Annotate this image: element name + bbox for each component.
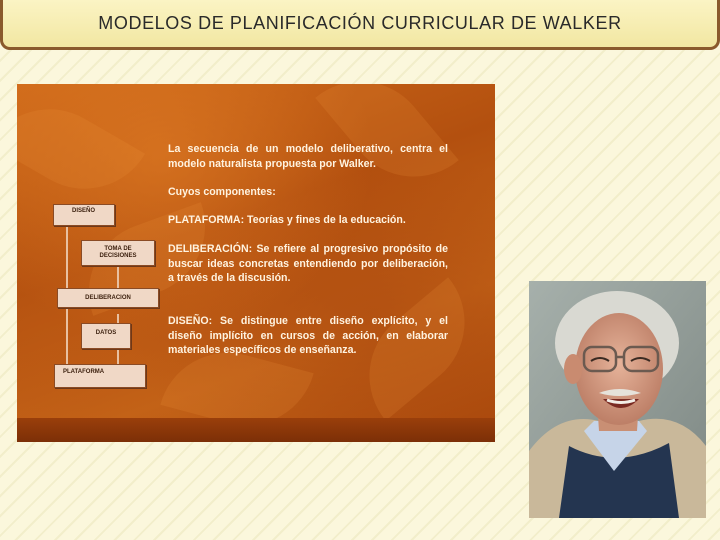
diagram-box-plataforma <box>54 364 146 388</box>
portrait-illustration <box>529 281 706 518</box>
diagram-box-datos <box>81 323 131 349</box>
plataforma-text: PLATAFORMA: Teorías y fines de la educación. <box>168 214 406 226</box>
diagram-label: DISEÑO <box>72 208 96 214</box>
diagram-label: TOMA DE DECISIONES <box>99 246 137 259</box>
diagram-label: DELIBERACION <box>85 294 131 301</box>
page-title: MODELOS DE PLANIFICACIÓN CURRICULAR DE WALKER <box>98 13 622 33</box>
diagram-box-diseno <box>53 204 115 226</box>
diseno-text: DISEÑO: Se distingue entre diseño explícito, y el diseño implícito en cursos de acción, en elaborar materiales específicos de enseñanza. <box>168 315 448 357</box>
slide-image <box>17 84 495 442</box>
deliberacion-text: DELIBERACIÓN: Se refiere al progresivo propósito de buscar ideas concretas entendiendo por deliberación, a través de la discusión. <box>168 243 448 285</box>
diagram-connector <box>117 350 119 364</box>
slide-footer-band <box>17 418 495 442</box>
leaf-decoration <box>17 84 145 214</box>
title-bar <box>0 0 720 50</box>
components-heading: Cuyos componentes: <box>168 186 276 198</box>
diagram-label: DATOS <box>95 330 117 336</box>
diagram-box-toma-de-decisiones <box>81 240 155 266</box>
diagram-label: PLATAFORMA <box>63 369 105 375</box>
diagram-box-deliberacion <box>57 288 159 308</box>
walker-portrait-photo <box>529 281 706 518</box>
intro-text: La secuencia de un modelo deliberativo, centra el modelo naturalista propuesta por Walker. <box>168 143 448 170</box>
